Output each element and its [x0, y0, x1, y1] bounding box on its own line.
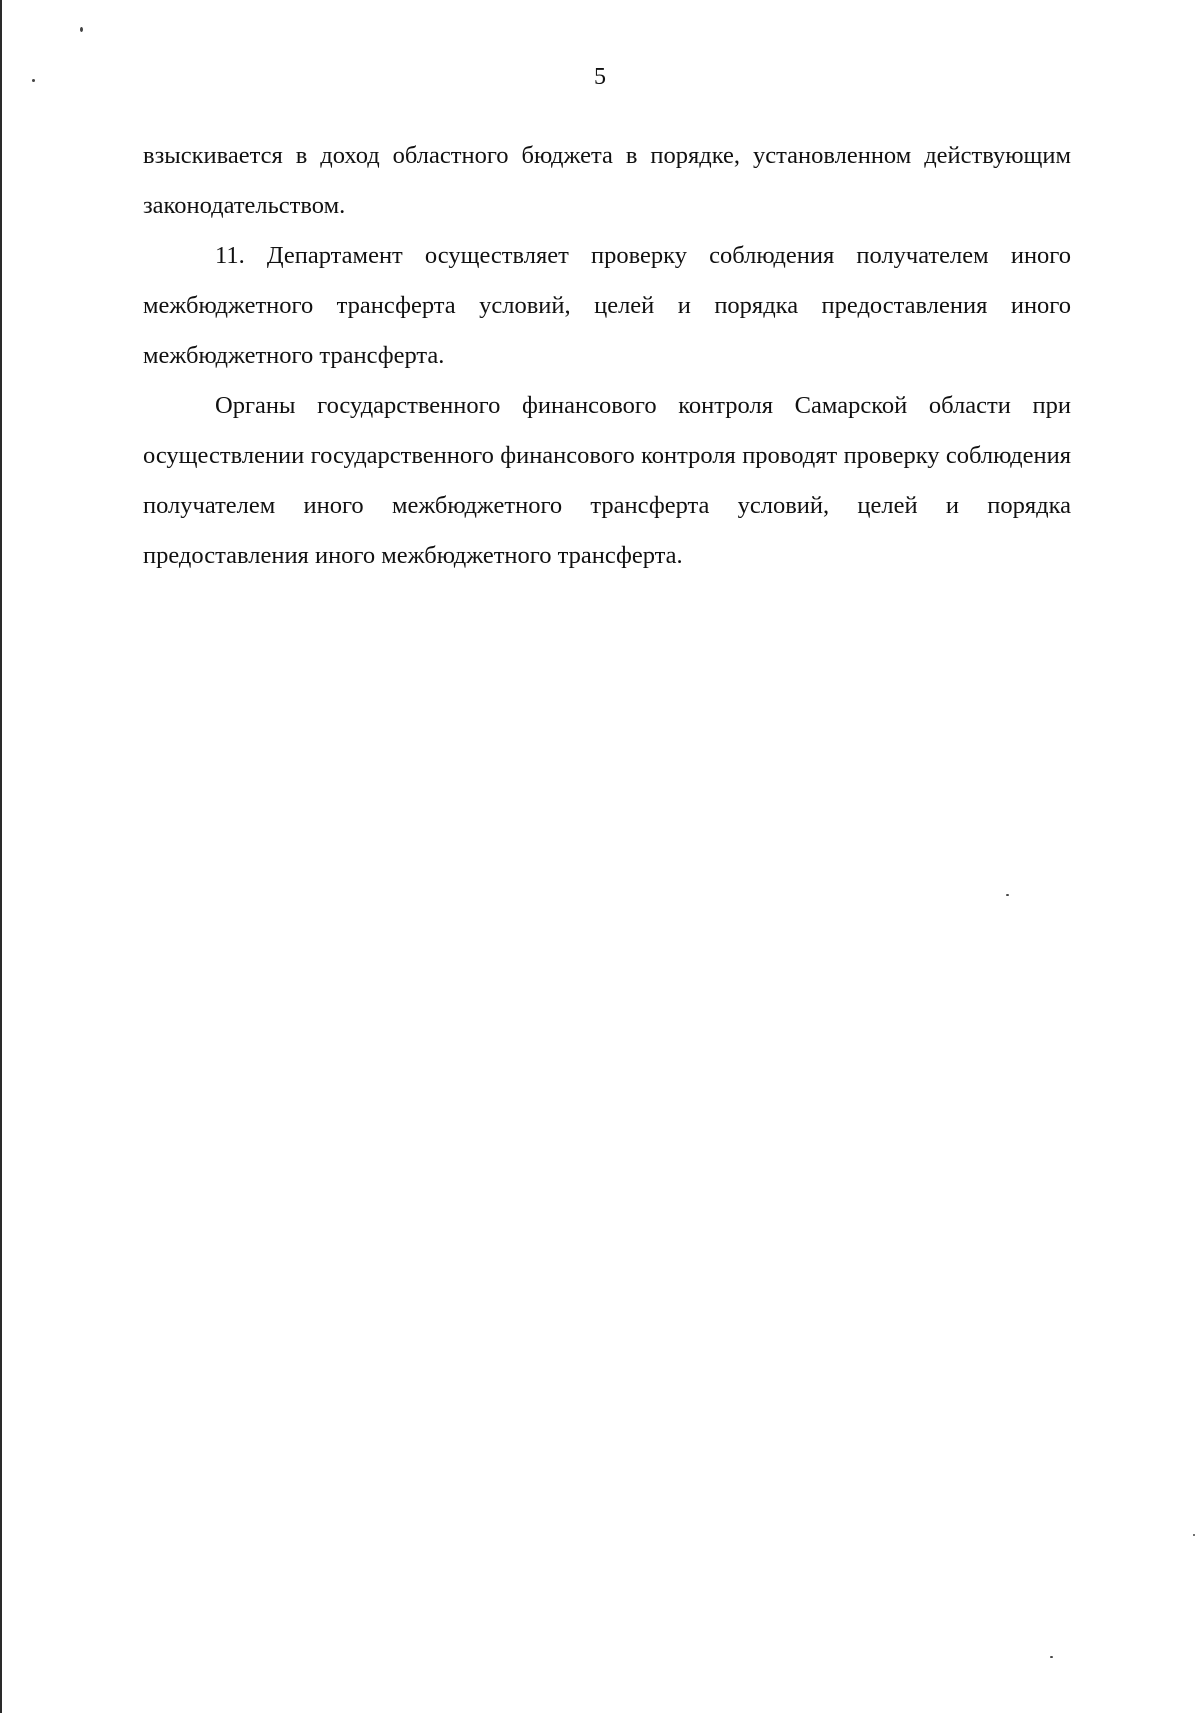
- document-body: [143, 131, 1071, 581]
- scan-speck: [1006, 894, 1009, 896]
- paragraph-item-11: 11. Департамент осуществляет проверку соблюдения получателем иного межбюджетного трансферта условий, целей и порядка предоставления иного межбюджетного трансферта.: [143, 242, 1071, 369]
- paragraph-financial-control: Органы государственного финансового контроля Самарской области при осуществлении государственного финансового контроля проводят проверку соблюдения получателем иного межбюджетного трансферта условий, целей и порядка предоставления иного межбюджетного трансферта.: [143, 392, 1071, 569]
- scan-speck: [1193, 1534, 1195, 1536]
- paragraph-continuation: взыскивается в доход областного бюджета в порядке, установленном действующим законодательством.: [143, 142, 1071, 219]
- scan-speck: [80, 27, 83, 32]
- scan-speck: [1050, 1656, 1053, 1658]
- scan-left-edge: [0, 0, 2, 1713]
- page-number: 5: [594, 64, 606, 90]
